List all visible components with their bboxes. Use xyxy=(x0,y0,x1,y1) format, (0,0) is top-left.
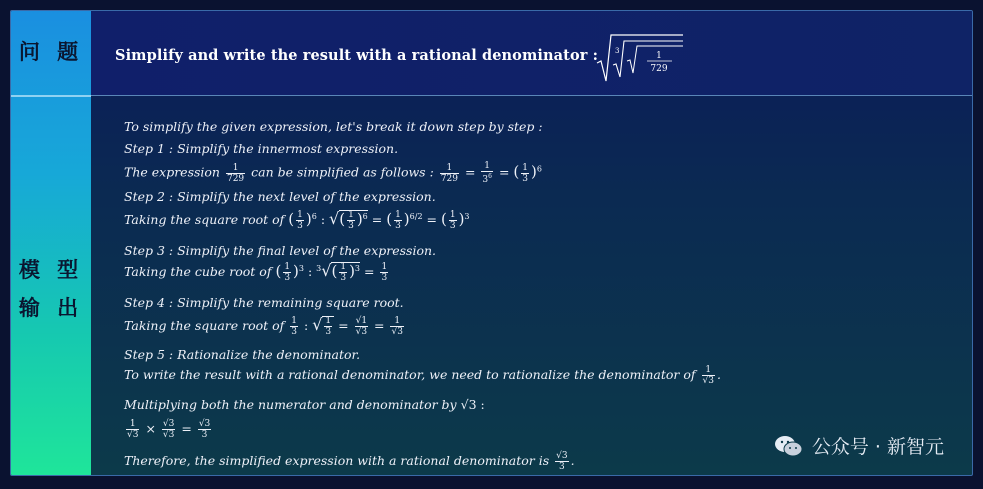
answer-line-12: Multiplying both the numerator and denominator by √3 : xyxy=(124,397,485,412)
answer-line-5: Taking the square root of ( $\frac{1}{3}$ )$^6$ : √( $\frac{1}{3}$ )$^6$ = ( $\frac{1}{3}$ )$^{6/2}$ = ( $\frac{1}{3}$ )$^3$ xyxy=(124,209,470,231)
answer-line-7: Taking the cube root of ( $\frac{1}{3}$ )$^3$ : $^3$√( $\frac{1}{3}$ )$^3$ = $\frac{1}{3}$ xyxy=(124,261,388,283)
nested-radical-math xyxy=(595,31,685,83)
answer-line-3: The expression $\frac{1}{729}$ can be simplified as follows : $\frac{1}{729}$ = $\frac{1}{3^6}$ = ( $\frac{1}{3}$ )$^6$ xyxy=(124,161,542,185)
step-4: Step 4 : Simplify the remaining square root. xyxy=(124,295,404,310)
answer-label xyxy=(11,251,91,327)
answer-line-11: To write the result with a rational denominator, we need to rationalize the denominator of $\frac{1}{√3}$ . xyxy=(124,365,721,386)
qa-card xyxy=(10,10,973,476)
wechat-icon xyxy=(774,434,804,458)
watermark xyxy=(774,432,944,459)
step-3: Step 3 : Simplify the final level of the expression. xyxy=(124,243,436,258)
cube-root-index: 3 xyxy=(615,47,620,55)
step-2: Step 2 : Simplify the next level of the expression. xyxy=(124,189,436,204)
question-label: 问 题 xyxy=(18,40,84,64)
step-1: Step 1 : Simplify the innermost expression. xyxy=(124,141,399,156)
answer-line-14: Therefore, the simplified expression with a rational denominator is $\frac{√3}{3}$ . xyxy=(124,451,575,472)
sidebar xyxy=(11,11,91,475)
sidebar-divider xyxy=(11,95,91,97)
answer-panel xyxy=(91,97,972,475)
answer-intro: To simplify the given expression, let's break it down step by step : xyxy=(124,119,543,134)
math-numerator: 1 xyxy=(656,51,662,61)
step-5: Step 5 : Rationalize the denominator. xyxy=(124,347,361,362)
answer-line-9: Taking the square root of $\frac{1}{3}$ : √ $\frac{1}{3}$ = $\frac{√1}{√3}$ = $\frac{1}{√3}$ xyxy=(124,315,403,337)
question-text: Simplify and write the result with a rational denominator : xyxy=(115,47,599,64)
watermark-text: 公众号 · 新智元 xyxy=(811,436,944,458)
question-panel xyxy=(91,11,972,96)
answer-line-13: $\frac{1}{√3}$ × $\frac{√3}{√3}$ = $\frac{√3}{3}$ xyxy=(127,419,211,440)
answer-label-line2: 输 出 xyxy=(18,296,84,320)
math-denominator: 729 xyxy=(650,64,668,74)
answer-label-line1: 模 型 xyxy=(18,258,84,282)
